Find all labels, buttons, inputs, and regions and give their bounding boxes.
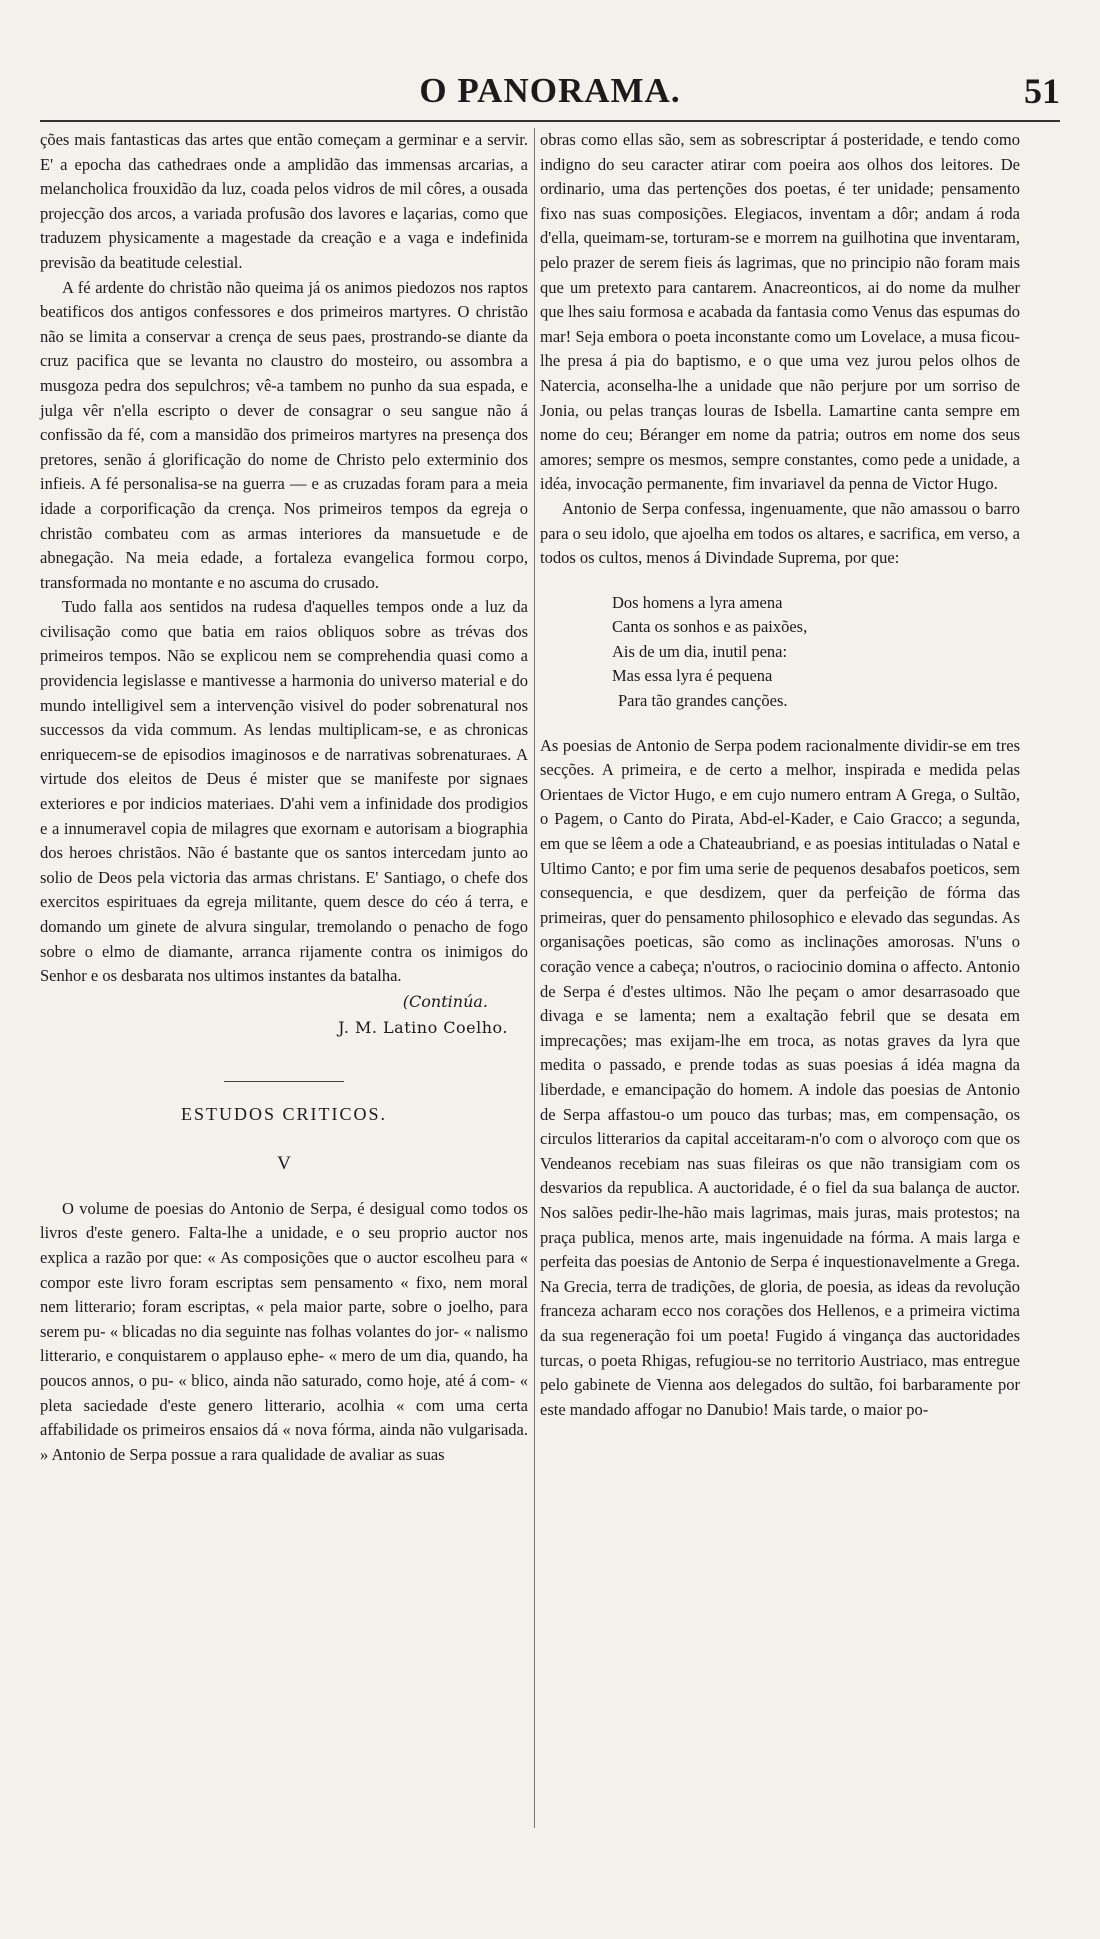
column-divider — [534, 128, 535, 1828]
paragraph: O volume de poesias do Antonio de Serpa, é desigual como todos os livros d'este genero. Falta-lhe a unidade, e o seu proprio auctor nos explica a razão por que: « As composições que o auctor escolheu para « compor este livro foram escriptas sem pensamento « fixo, nem moral nem litterario; foram escriptas, « pela maior parte, sobre o joelho, para serem pu- « blicadas no dia seguinte nas folhas volantes do jor- « nalismo litterario, e conquistarem o applauso ephe- « mero de um dia, quando, ha poucos annos, o pu- « blico, ainda não saturado, como hoje, até á com- « pleta saciedade d'este genero litterario, acolhia « com uma certa affabilidade os primeiros ensaios dá « nova fórma, ainda não vulgarisada. » Antonio de Serpa possue a rara qualidade de avaliar as suas — [40, 1198, 528, 1464]
masthead-title: O PANORAMA. — [419, 71, 681, 110]
continua-note: (Continúa. — [402, 991, 488, 1011]
paragraph: Tudo falla aos sentidos na rudesa d'aquelles tempos onde a luz da civilisação como que batia em raios obliquos sobre as trévas dos primeiros tempos. Não se explicou nem se comprehendia quasi como a providencia legislasse e mantivesse a harmonia do universo material e do mundo intelligivel sem a intervenção visivel do poder sobrenatural nos successos da vida commum. As lendas multiplicam-se, e as chronicas enriquecem-se de episodios imaginosos e de narrativas sobrenaturaes. A virtude dos eleitos de Deus é mister que se manifeste por signaes exteriores e por indicios materiaes. D'ahi vem a infinidade dos prodigios e a innumeravel copia de milagres que exornam e autorisam a biographia dos heroes christãos. Não é bastante que os santos intercedam junto ao solio de Deos pela victoria das armas christans. E' Santiago, o chefe dos exercitos espirituaes da egreja militante, quem desce do céo á terra, e domando um ginete de alvura singular, tremolando o penacho de fogo sobre o elmo de diamante, arranca rijamente contra os inimigos do Senhor e os desbarata nos ultimos instantes da batalha. — [40, 597, 528, 986]
paragraph: A fé ardente do christão não queima já os animos piedozos nos raptos beatificos dos antigos confessores e dos primeiros martyres. O christão não se limita a conservar a crença de seus paes, prostrando-se diante da cruz pacifica que se levanta no claustro do mosteiro, ou assombra a musgoza pedra dos sepulchros; vê-a tambem no punho da sua espada, e julga vêr n'ella escripto o dever de consagrar o seu sangue não á confissão da fé, com a mansidão dos primeiros martyres na presença dos pretores, senão á glorificação do nome de Christo pelo exterminio dos infieis. A fé personalisa-se na guerra — e as cruzadas foram para a meia idade a corporificação da crença. Nos primeiros tempos da egreja o christão combateu com as armas interiores da mansuetude e de abnegação. Na meia edade, a fortaleza evangelica formou corpo, transformada no montante e no ascuma do crusado. — [40, 277, 528, 592]
left-column — [40, 128, 528, 1467]
page-number: 51 — [1024, 71, 1060, 111]
section-separator — [224, 1081, 344, 1082]
right-column — [540, 128, 1020, 1422]
section-number: V — [277, 1152, 291, 1174]
text-columns — [40, 128, 1060, 1939]
paragraph: Antonio de Serpa confessa, ingenuamente, que não amassou o barro para o seu idolo, que ajoelha em todos os altares, e sacrifica, em verso, a todos os cultos, menos á Divindade Suprema, por que: — [540, 498, 1020, 568]
paragraph: As poesias de Antonio de Serpa podem racionalmente dividir-se em tres secções. A primeira, e de certo a melhor, inspirada e medida pelas Orientaes de Victor Hugo, e em cujo numero entram A Grega, o Sultão, o Pagem, o Canto do Pirata, Abd-el-Kader, e Caio Gracco; a segunda, em que se lêem a ode a Chateaubriand, e as poesias intituladas o Natal e Ultimo Canto; e por fim uma serie de pequenos desabafos poeticos, sem consequencia, e que desdizem, quer da perfeição de fórma das primeiras, quer do pensamento philosophico e elevado das segundas. As organisações poeticas, são como as inclinações amorosas. N'uns o coração vence a cabeça; n'outros, o raciocinio domina o affecto. Antonio de Serpa é d'estes ultimos. Não lhe peçam o amor desarrasoado que divaga e se lamenta; nem a exaltação febril que se desata em imprecações; mas exijam-lhe em troca, as notas graves da lyra que medita o passado, e prende todas as suas poesias á idéa magna da liberdade, e emancipação do homem. A indole das poesias de Antonio de Serpa affastou-o um pouco das turbas; mas, em compensação, os circulos litterarios da capital acceitaram-n'o com o alvoroço com que os Vendeanos recebiam nas suas fileiras os que não transigiam com os desvarios da republica. A auctoridade, é o fiel da sua balança de auctor. Nos salões pedir-lhe-hão mais lagrimas, mais juras, mais protestos; na praça publica, menos arte, mais ingenuidade na fórma. A mais larga e perfeita das poesias de Antonio de Serpa é inquestionavelmente a Grega. Na Grecia, terra de tradições, de gloria, de poesia, as ideas da revolução franceza acharam ecco nos corações dos Hellenos, e a primeira victima da sua regeneração foi um poeta! Fugido á vingança das auctoridades turcas, o poeta Rhigas, refugiou-se no territorio Austriaco, mas entregue pelo gabinete de Vienna aos delegados do sultão, foi barbaramente por este mandado affogar no Danubio! Mais tarde, o maior po- — [540, 735, 1020, 1419]
page-header — [40, 64, 1060, 118]
poem-line: Canta os sonhos e as paixões, — [612, 617, 808, 637]
header-rule — [40, 120, 1060, 122]
poem-stanza — [612, 591, 1020, 714]
poem-line: Dos homens a lyra amena — [612, 592, 783, 612]
paragraph: obras como ellas são, sem as sobrescriptar á posteridade, e tendo como indigno do seu caracter atirar com poeira aos olhos dos leitores. De ordinario, uma das pertenções dos poetas, é ter unidade; pensamento fixo nas suas composições. Elegiacos, inventam a dôr; andam á roda d'ella, queimam-se, torturam-se e morrem na guilhotina que inventaram, pelo prazer de serem fieis ás lagrimas, que no principio não foram mais que um pretexto para cantarem. Anacreonticos, ai do nome da mulher que lhes saiu formosa e acabada da fantasia como Venus das espumas do mar! Seja embora o poeta inconstante como um Lovelace, a musa ficou-lhe presa á pia do baptismo, e o que uma vez jurou pelos olhos de Natercia, aconselha-lhe a unidade que não perjure por um sorriso de Jonia, ou pelas tranças louras de Isbella. Lamartine canta sempre em nome do ceu; Béranger em nome da patria; outros em nome dos seus amores; sempre os mesmos, sempre constantes, como pede a unidade, a idéa, invocação permanente, fim invariavel da penna de Victor Hugo. — [540, 130, 1020, 494]
poem-line: Ais de um dia, inutil pena: — [612, 641, 788, 661]
section-title: ESTUDOS CRITICOS. — [180, 1103, 388, 1124]
poem-line: Mas essa lyra é pequena — [612, 666, 773, 686]
paragraph: ções mais fantasticas das artes que então começam a germinar e a servir. E' a epocha das cathedraes onde a amplidão das immensas arcarias, a melancholica frouxidão da luz, coada pelos vidros de mil côres, a ousada projecção dos arcos, a variada profusão dos lavores e laçarias, como que traduzem physicamente a magestade da creação e a vaga e indefinida previsão da beatitude celestial. — [40, 130, 528, 272]
poem-line: Para tão grandes canções. — [618, 691, 788, 711]
author-signature: J. M. Latino Coelho. — [338, 1017, 508, 1037]
